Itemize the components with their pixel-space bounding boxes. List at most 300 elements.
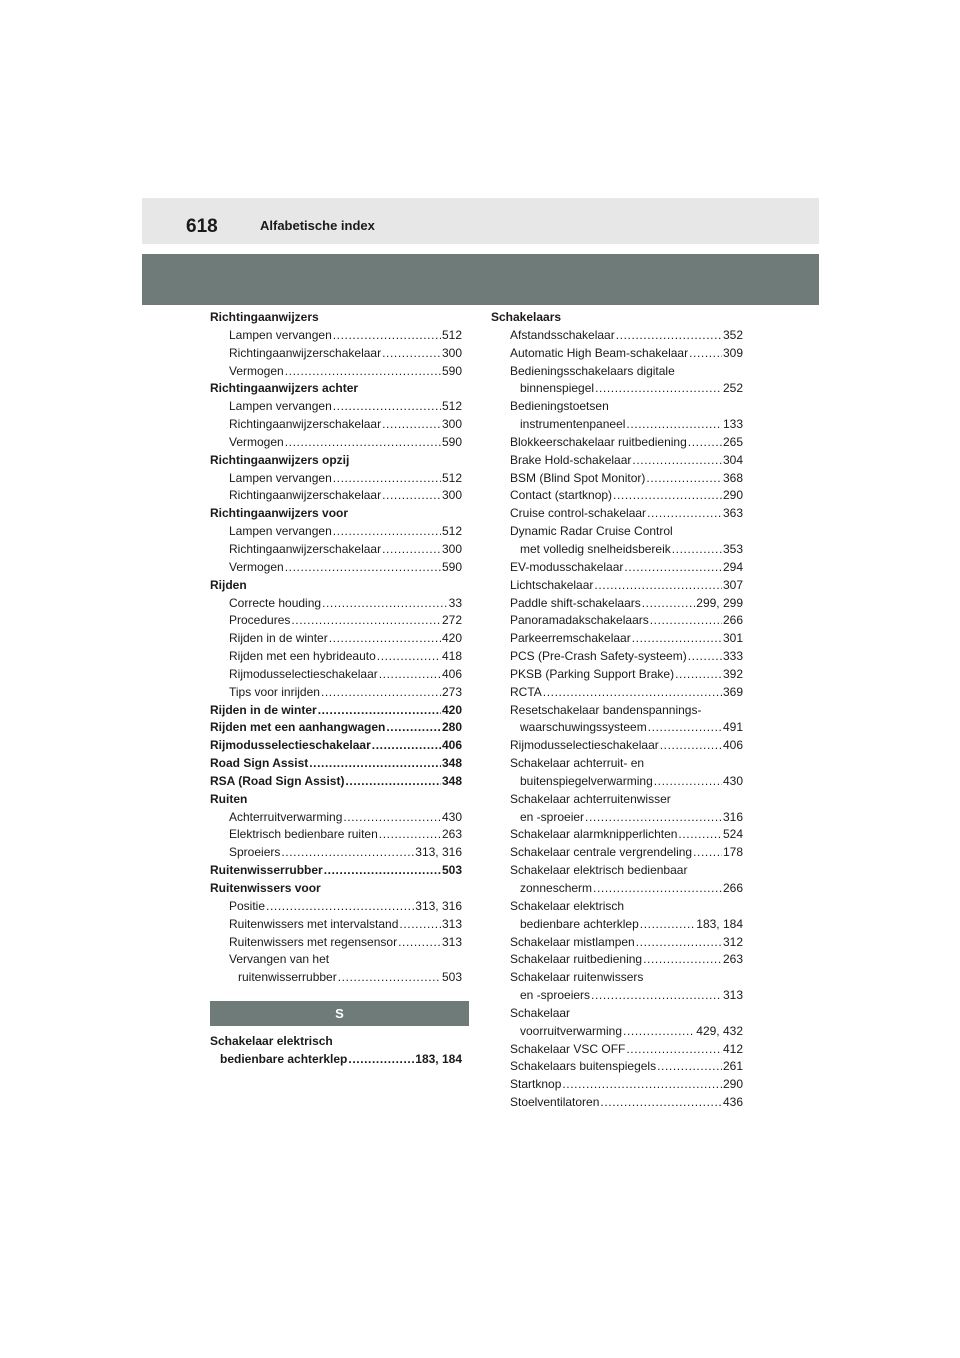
dot-leader <box>382 487 441 505</box>
index-entry <box>210 826 462 844</box>
index-entry-page: 436 <box>722 1095 743 1110</box>
index-entry <box>210 523 462 541</box>
index-entry <box>491 380 743 398</box>
index-entry <box>210 487 462 505</box>
index-entry-text: Rijmodusselectieschakelaar <box>229 666 378 681</box>
dot-leader <box>585 809 722 827</box>
index-entry-text: Blokkeerschakelaar ruitbediening <box>510 434 687 449</box>
index-entry-text: RCTA <box>510 684 542 699</box>
index-entry-text: PKSB (Parking Support Brake) <box>510 666 675 681</box>
index-entry <box>210 470 462 488</box>
index-entry-page: 252 <box>722 381 743 396</box>
index-entry <box>210 666 462 684</box>
index-entry-text: Richtingaanwijzers <box>210 310 319 324</box>
index-entry <box>491 434 743 452</box>
dot-leader <box>382 345 441 363</box>
index-heading <box>210 380 462 398</box>
index-entry-page: 300 <box>441 541 462 556</box>
index-heading <box>210 737 462 755</box>
index-entry-text: Bedieningstoetsen <box>510 399 609 414</box>
index-entry-page: 272 <box>441 613 462 628</box>
index-entry-text: en -sproeiers <box>520 988 591 1003</box>
index-entry-text: Rijmodusselectieschakelaar <box>510 738 659 753</box>
index-entry-page: 590 <box>441 559 462 574</box>
index-entry-text: Rijden in de winter <box>210 702 317 717</box>
index-entry <box>210 595 462 613</box>
index-entry-page: 273 <box>441 684 462 699</box>
index-entry-text: Panoramadakschakelaars <box>510 613 649 628</box>
index-entry-page: 266 <box>722 881 743 895</box>
index-entry-page: 333 <box>722 649 743 664</box>
index-entry-page: 420 <box>441 631 462 646</box>
dot-leader <box>675 666 722 684</box>
index-entry <box>210 898 462 916</box>
index-entry-page: 313, 316 <box>415 845 462 860</box>
index-entry-page: 369 <box>722 684 743 699</box>
index-entry <box>491 702 743 720</box>
index-entry <box>491 951 743 969</box>
index-entry-text: Schakelaar elektrisch <box>510 898 625 913</box>
index-entry-page: 300 <box>441 488 462 503</box>
dot-leader <box>626 1041 722 1059</box>
index-entry-page: 33 <box>448 595 462 610</box>
letter-divider-s <box>210 1001 469 1026</box>
dot-leader <box>309 755 441 773</box>
index-entry-text: Resetschakelaar bandenspannings- <box>510 702 702 717</box>
index-entry-text: en -sproeier <box>520 809 585 824</box>
index-entry-page: 183, 184 <box>696 916 743 931</box>
dot-leader <box>379 666 441 684</box>
index-entry-page: 512 <box>441 327 462 342</box>
index-entry-text: Brake Hold-schakelaar <box>510 452 632 467</box>
dot-leader <box>321 684 441 702</box>
letter-divider-label: S <box>335 1006 344 1021</box>
index-heading <box>210 702 462 720</box>
index-entry-text: Richtingaanwijzerschakelaar <box>229 488 382 503</box>
dot-leader <box>626 416 722 434</box>
dot-leader <box>398 934 441 952</box>
index-entry-page: 309 <box>722 345 743 360</box>
index-entry-text: Richtingaanwijzerschakelaar <box>229 345 382 360</box>
index-entry-page: 392 <box>722 666 743 681</box>
index-entry-page: 590 <box>441 434 462 449</box>
dot-leader <box>377 648 441 666</box>
index-entry-text: Richtingaanwijzers voor <box>210 506 349 521</box>
dot-leader <box>600 1094 722 1112</box>
index-entry-text: Vervangen van het <box>229 952 330 967</box>
index-entry-text: Afstandsschakelaar <box>510 327 615 342</box>
index-entry <box>491 416 743 434</box>
index-entry <box>491 773 743 791</box>
page-number: 618 <box>186 216 218 237</box>
dot-leader <box>266 898 414 916</box>
index-entry-text: Schakelaar achterruitenwisser <box>510 791 671 806</box>
index-entry <box>210 809 462 827</box>
dot-leader <box>632 452 722 470</box>
index-entry-text: Dynamic Radar Cruise Control <box>510 524 673 539</box>
index-entry-text: Schakelaar ruitbediening <box>510 952 643 967</box>
index-entry-text: voorruitverwarming <box>520 1023 623 1038</box>
dot-leader <box>333 523 441 541</box>
index-entry-text: Ruitenwissers met regensensor <box>229 934 398 949</box>
index-entry <box>491 755 743 773</box>
index-entry-text: Elektrisch bedienbare ruiten <box>229 827 378 842</box>
index-entry <box>491 791 743 809</box>
dot-leader <box>647 505 722 523</box>
index-entry-text: Schakelaar alarmknipperlichten <box>510 827 678 842</box>
index-entry <box>491 1094 743 1112</box>
index-entry-text: buitenspiegelverwarming <box>520 773 653 788</box>
dot-leader <box>657 1058 722 1076</box>
index-entry-text: Ruiten <box>210 791 248 806</box>
index-entry <box>491 1005 743 1023</box>
index-entry-text: Schakelaars buitenspiegels <box>510 1059 657 1074</box>
dot-leader <box>650 612 722 630</box>
index-entry-page: 406 <box>441 666 462 681</box>
index-entry-page: 313 <box>441 916 462 931</box>
index-entry-text: Lampen vervangen <box>229 524 332 539</box>
index-entry-page: 294 <box>722 559 743 574</box>
index-entry-text: Parkeerremschakelaar <box>510 631 631 646</box>
dot-leader <box>399 916 441 934</box>
dot-leader <box>348 1051 414 1069</box>
dot-leader <box>333 327 441 345</box>
dot-leader <box>338 969 441 987</box>
index-entry <box>491 470 743 488</box>
index-entry <box>491 987 743 1005</box>
index-entry <box>491 737 743 755</box>
dot-leader <box>591 987 722 1005</box>
index-entry <box>491 916 743 934</box>
index-entry <box>210 398 462 416</box>
index-entry <box>491 595 743 613</box>
index-entry <box>491 648 743 666</box>
index-entry <box>491 505 743 523</box>
dot-leader <box>616 327 722 345</box>
index-entry <box>210 363 462 381</box>
index-entry-page: 178 <box>722 845 743 860</box>
index-entry-text: Lampen vervangen <box>229 399 332 414</box>
index-entry-text: Rijden met een hybrideauto <box>229 649 376 664</box>
dot-leader <box>382 416 441 434</box>
index-heading <box>491 309 743 327</box>
dot-leader <box>623 1023 695 1041</box>
index-entry-page: 300 <box>441 417 462 432</box>
index-entry-page: 353 <box>722 541 743 556</box>
index-heading <box>210 309 462 327</box>
index-entry <box>491 577 743 595</box>
dot-leader <box>688 648 722 666</box>
index-heading <box>210 755 462 773</box>
index-entry <box>491 345 743 363</box>
index-entry-text: Positie <box>229 898 266 913</box>
index-entry-text: Startknop <box>510 1077 562 1092</box>
index-entry-text: Lichtschakelaar <box>510 577 594 592</box>
index-entry-page: 316 <box>722 809 743 824</box>
index-entry <box>491 969 743 987</box>
dot-leader <box>324 862 441 880</box>
index-entry-page: 420 <box>441 702 462 717</box>
index-entry-text: Correcte houding <box>229 595 322 610</box>
dot-leader <box>333 470 441 488</box>
index-entry-text: Lampen vervangen <box>229 327 332 342</box>
dot-leader <box>640 916 696 934</box>
index-entry <box>491 880 743 898</box>
index-entry <box>491 523 743 541</box>
index-entry <box>491 684 743 702</box>
dot-leader <box>345 773 441 791</box>
index-heading <box>210 773 462 791</box>
index-entry-page: 265 <box>722 434 743 449</box>
index-entry-text: Stoelventilatoren <box>510 1095 600 1110</box>
index-entry <box>491 844 743 862</box>
index-entry-text: Ruitenwissers met intervalstand <box>229 916 399 931</box>
index-entry <box>491 487 743 505</box>
index-entry <box>210 648 462 666</box>
index-entry-page: 313 <box>722 988 743 1003</box>
index-entry-text: Bedieningsschakelaars digitale <box>510 363 675 378</box>
index-entry-text: Schakelaar elektrisch bedienbaar <box>510 863 688 878</box>
index-entry-page: 430 <box>441 809 462 824</box>
dot-leader <box>642 595 696 613</box>
index-heading <box>210 577 462 595</box>
index-entry-page: 524 <box>722 827 743 842</box>
dot-leader <box>285 559 441 577</box>
index-entry-page: 430 <box>722 773 743 788</box>
index-entry <box>210 844 462 862</box>
index-entry-text: zonnescherm <box>520 881 593 895</box>
index-entry-text: Rijden <box>210 577 247 592</box>
index-heading <box>210 862 462 880</box>
index-entry-text: Schakelaar <box>510 1005 571 1020</box>
index-entry-text: Richtingaanwijzerschakelaar <box>229 541 382 556</box>
index-entry-text: Sproeiers <box>229 845 281 860</box>
index-heading <box>210 452 462 470</box>
dot-leader <box>285 363 441 381</box>
dot-leader <box>291 612 441 630</box>
index-entry-text: Achterruitverwarming <box>229 809 343 824</box>
index-heading <box>210 1051 462 1069</box>
index-entry <box>210 612 462 630</box>
dot-leader <box>660 737 722 755</box>
index-entry-page: 590 <box>441 363 462 378</box>
index-entry-text: EV-modusschakelaar <box>510 559 624 574</box>
index-entry-text: Schakelaar achterruit- en <box>510 756 645 771</box>
index-entry-page: 406 <box>441 738 462 753</box>
index-entry <box>491 1041 743 1059</box>
index-entry-page: 313 <box>441 934 462 949</box>
index-entry <box>491 363 743 381</box>
index-entry-text: Cruise control-schakelaar <box>510 506 647 521</box>
index-entry-page: 503 <box>441 863 462 878</box>
index-entry <box>210 345 462 363</box>
index-entry-page: 290 <box>722 1077 743 1092</box>
section-title: Alfabetische index <box>260 218 375 233</box>
index-entry <box>491 541 743 559</box>
index-entry-page: 512 <box>441 399 462 414</box>
index-entry-text: binnenspiegel <box>520 381 595 396</box>
dot-leader <box>543 684 722 702</box>
index-entry-text: Automatic High Beam-schakelaar <box>510 345 689 360</box>
index-entry <box>491 630 743 648</box>
index-entry-page: 304 <box>722 452 743 467</box>
index-column-right <box>491 309 743 1112</box>
index-entry-text: Contact (startknop) <box>510 488 613 503</box>
dot-leader <box>636 934 722 952</box>
index-entry-text: Tips voor inrijden <box>229 684 320 699</box>
index-entry-page: 429, 432 <box>696 1023 743 1038</box>
index-entry-text: Procedures <box>229 613 291 628</box>
dot-leader <box>562 1076 722 1094</box>
index-entry-page: 313, 316 <box>415 898 462 913</box>
index-entry-page: 368 <box>722 470 743 485</box>
index-entry-page: 512 <box>441 470 462 485</box>
dot-leader <box>689 345 722 363</box>
index-entry-text: Vermogen <box>229 363 284 378</box>
index-entry-text: BSM (Blind Spot Monitor) <box>510 470 646 485</box>
index-section-s <box>210 1033 462 1069</box>
index-entry-text: Road Sign Assist <box>210 756 309 771</box>
index-entry-text: Schakelaar elektrisch <box>210 1034 333 1048</box>
dot-leader <box>382 541 441 559</box>
index-entry-page: 133 <box>722 417 743 432</box>
index-entry-text: met volledig snelheidsbereik <box>520 541 671 556</box>
dot-leader <box>285 434 441 452</box>
index-entry-page: 300 <box>441 345 462 360</box>
dot-leader <box>379 826 441 844</box>
index-heading <box>210 505 462 523</box>
dot-leader <box>632 630 722 648</box>
index-entry-page: 263 <box>722 952 743 967</box>
index-entry <box>210 434 462 452</box>
index-entry <box>210 327 462 345</box>
index-entry <box>210 916 462 934</box>
index-entry <box>210 969 462 987</box>
index-entry-page: 301 <box>722 631 743 646</box>
header-band <box>142 198 819 244</box>
index-entry-page: 418 <box>441 649 462 664</box>
index-entry-text: ruitenwisserrubber <box>238 970 337 985</box>
dot-leader <box>386 719 441 737</box>
index-entry <box>491 1058 743 1076</box>
index-entry-text: Schakelaar centrale vergrendeling <box>510 845 693 860</box>
dot-leader <box>343 809 441 827</box>
index-entry-page: 299, 299 <box>696 595 743 610</box>
dot-leader <box>678 826 722 844</box>
dot-leader <box>281 844 414 862</box>
index-entry-page: 307 <box>722 577 743 592</box>
index-entry-page: 266 <box>722 613 743 628</box>
index-entry <box>210 951 462 969</box>
index-entry-page: 412 <box>722 1041 743 1056</box>
index-entry-text: Vermogen <box>229 434 284 449</box>
index-entry-text: Vermogen <box>229 559 284 574</box>
index-entry-text: Schakelaar ruitenwissers <box>510 970 644 985</box>
index-entry <box>491 934 743 952</box>
index-entry-text: Schakelaar mistlampen <box>510 934 635 949</box>
index-entry <box>491 809 743 827</box>
index-entry-page: 512 <box>441 524 462 539</box>
dot-leader <box>654 773 722 791</box>
index-entry <box>210 630 462 648</box>
index-entry <box>210 684 462 702</box>
index-entry-text: Paddle shift-schakelaars <box>510 595 641 610</box>
dot-leader <box>643 951 722 969</box>
index-entry <box>491 719 743 737</box>
index-entry-text: Schakelaars <box>491 310 562 324</box>
index-entry <box>491 666 743 684</box>
index-entry-text: instrumentenpaneel <box>520 417 626 432</box>
index-entry <box>491 452 743 470</box>
index-entry <box>210 541 462 559</box>
dot-leader <box>595 380 722 398</box>
dot-leader <box>318 702 441 720</box>
index-entry-text: Rijmodusselectieschakelaar <box>210 738 371 753</box>
index-entry-text: Ruitenwisserrubber <box>210 863 323 878</box>
index-heading <box>210 719 462 737</box>
index-entry <box>491 898 743 916</box>
dot-leader <box>322 595 448 613</box>
index-entry-page: 280 <box>441 720 462 735</box>
index-entry-page: 312 <box>722 934 743 949</box>
index-entry <box>210 559 462 577</box>
index-entry-text: waarschuwingssysteem <box>520 720 647 735</box>
index-heading <box>210 880 462 898</box>
index-entry-text: Richtingaanwijzers opzij <box>210 452 350 467</box>
dot-leader <box>648 719 722 737</box>
index-entry <box>491 327 743 345</box>
index-entry <box>491 826 743 844</box>
index-entry-page: 491 <box>722 720 743 735</box>
index-entry-page: 406 <box>722 738 743 753</box>
index-entry-text: Rijden met een aanhangwagen <box>210 720 386 735</box>
dot-leader <box>372 737 441 755</box>
dot-leader <box>672 541 722 559</box>
index-entry-text: Lampen vervangen <box>229 470 332 485</box>
index-entry <box>491 612 743 630</box>
index-column-left <box>210 309 462 987</box>
index-entry-text: Ruitenwissers voor <box>210 881 321 895</box>
index-entry-text: Richtingaanwijzerschakelaar <box>229 417 382 432</box>
dot-leader <box>613 487 722 505</box>
index-entry <box>491 1023 743 1041</box>
index-entry <box>491 398 743 416</box>
index-entry <box>210 934 462 952</box>
index-entry-text: RSA (Road Sign Assist) <box>210 773 345 788</box>
dot-leader <box>594 577 722 595</box>
index-entry-text: Rijden in de winter <box>229 631 328 646</box>
index-heading <box>210 1033 462 1051</box>
dot-leader <box>624 559 722 577</box>
dot-leader <box>593 880 722 898</box>
dot-leader <box>646 470 722 488</box>
index-entry-page: 348 <box>441 773 462 788</box>
index-entry <box>491 559 743 577</box>
index-entry-page: 352 <box>722 327 743 342</box>
index-entry-text: Richtingaanwijzers achter <box>210 381 359 396</box>
index-entry <box>491 862 743 880</box>
index-entry-page: 363 <box>722 506 743 521</box>
index-entry-page: 261 <box>722 1059 743 1074</box>
dot-leader <box>693 844 722 862</box>
dot-leader <box>333 398 441 416</box>
index-entry-text: Schakelaar VSC OFF <box>510 1041 626 1056</box>
index-heading <box>210 791 462 809</box>
index-entry-text: bedienbare achterklep <box>220 1051 348 1066</box>
index-entry <box>491 1076 743 1094</box>
index-entry <box>210 416 462 434</box>
index-entry-text: bedienbare achterklep <box>520 916 639 931</box>
